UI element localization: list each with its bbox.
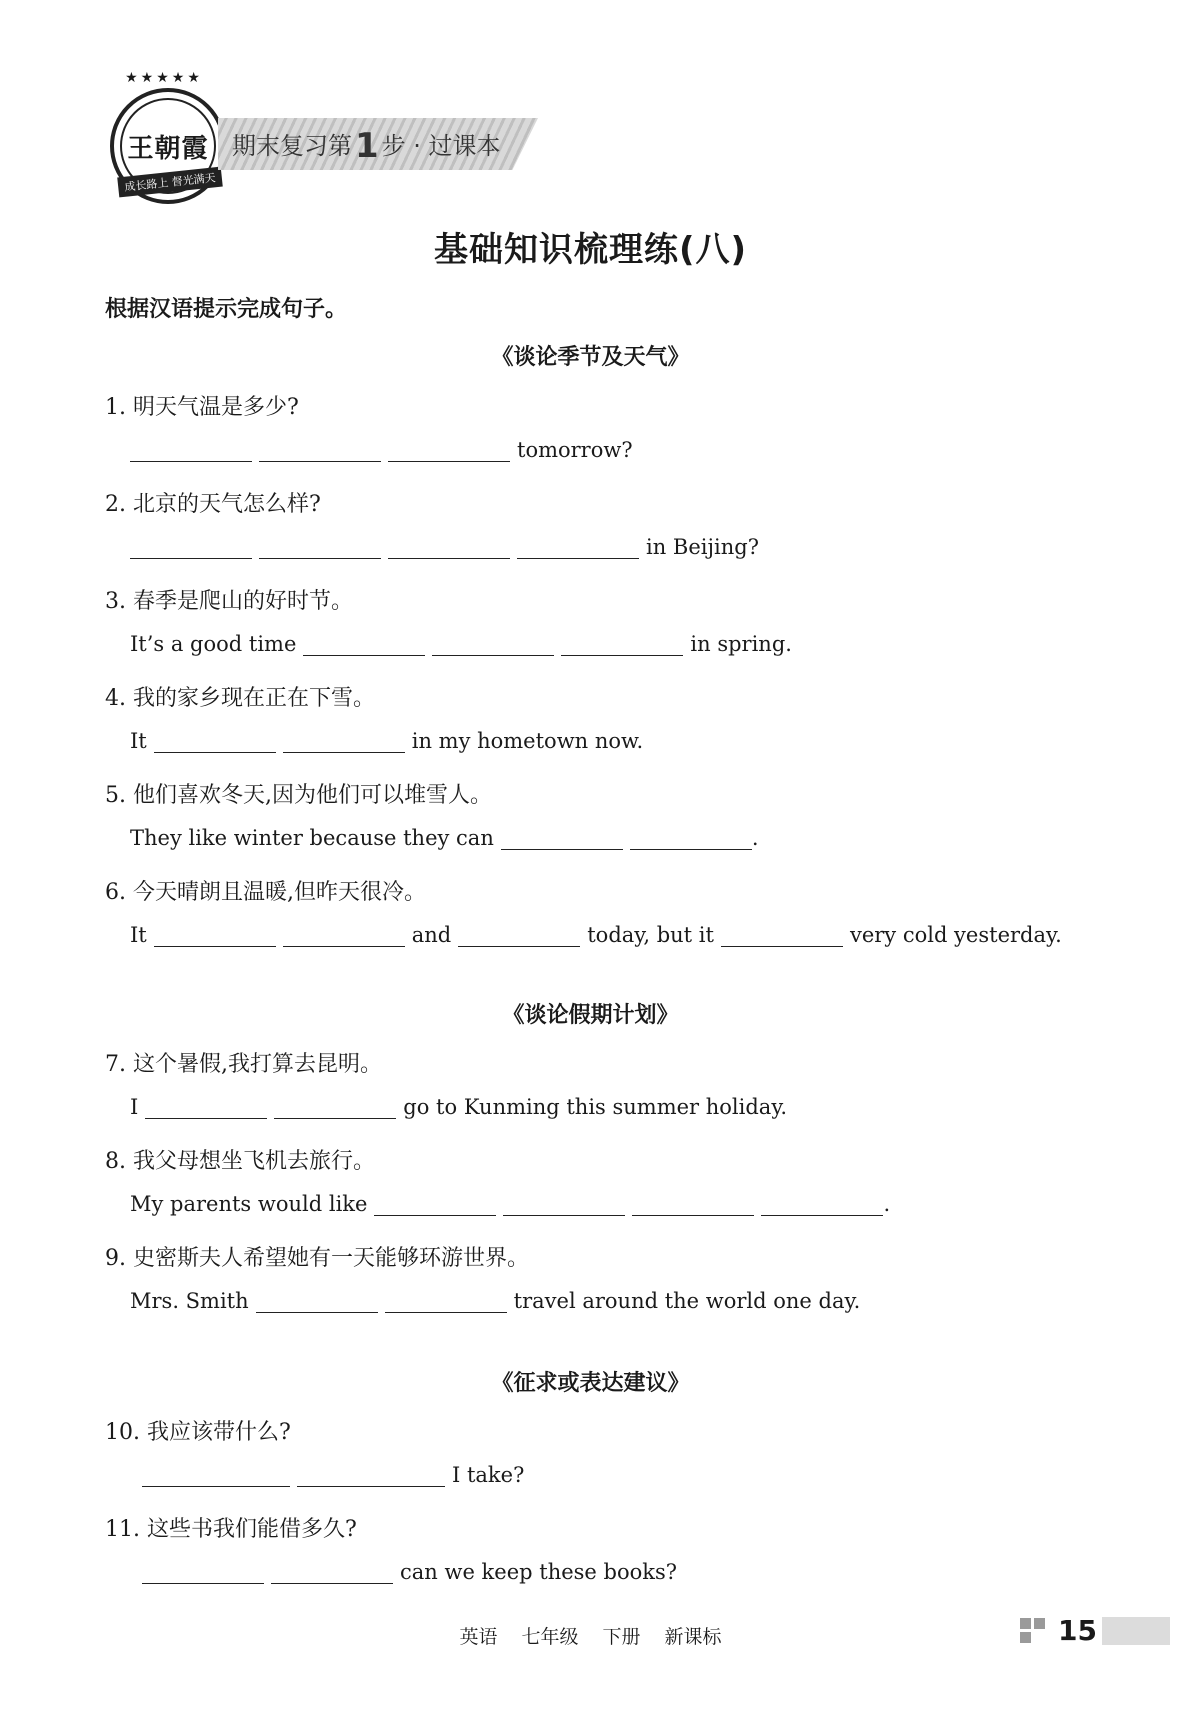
answer-text: can we keep these books? — [400, 1560, 678, 1584]
header — [100, 68, 560, 208]
blank[interactable] — [630, 827, 752, 850]
page-bar — [1102, 1617, 1170, 1645]
page-number-box — [1020, 1614, 1170, 1648]
blank[interactable] — [142, 1561, 264, 1584]
answer-text: and — [411, 923, 452, 947]
answer-line-1 — [130, 438, 640, 462]
question-10: 10. 我应该带什么? — [105, 1420, 291, 1445]
blank[interactable] — [297, 1464, 445, 1487]
blank[interactable] — [271, 1561, 393, 1584]
question-6: 6. 今天晴朗且温暖,但昨天很冷。 — [105, 880, 426, 905]
answer-text: tomorrow? — [517, 438, 633, 462]
answer-line-6 — [130, 923, 1069, 947]
blank[interactable] — [130, 536, 252, 559]
blank[interactable] — [517, 536, 639, 559]
section-heading-holiday: 《谈论假期计划》 — [502, 1003, 679, 1028]
answer-line-9 — [130, 1289, 867, 1313]
answer-text: My parents would like — [130, 1192, 368, 1216]
answer-line-3 — [130, 632, 799, 656]
blank[interactable] — [632, 1193, 754, 1216]
blank[interactable] — [388, 536, 510, 559]
banner-step-number: 1 — [355, 126, 379, 166]
footer-text: 英语 七年级 下册 新课标 — [459, 1626, 722, 1648]
section-heading-advice: 《征求或表达建议》 — [491, 1371, 690, 1396]
answer-line-11 — [142, 1560, 684, 1584]
answer-line-7 — [130, 1095, 794, 1119]
answer-text: go to Kunming this summer holiday. — [403, 1095, 788, 1119]
blank[interactable] — [561, 633, 683, 656]
banner-suffix: 步 · 过课本 — [381, 132, 501, 160]
question-5: 5. 他们喜欢冬天,因为他们可以堆雪人。 — [105, 783, 492, 808]
question-3: 3. 春季是爬山的好时节。 — [105, 589, 353, 614]
answer-text: in spring. — [690, 632, 792, 656]
answer-text: very cold yesterday. — [849, 923, 1062, 947]
blank[interactable] — [283, 924, 405, 947]
blank[interactable] — [432, 633, 554, 656]
answer-text: It — [130, 923, 147, 947]
answer-text: . — [751, 826, 759, 850]
blank[interactable] — [503, 1193, 625, 1216]
blank[interactable] — [256, 1290, 378, 1313]
star-icons: ★★★★★ — [125, 70, 203, 86]
blank[interactable] — [130, 439, 252, 462]
answer-text: Mrs. Smith — [130, 1289, 249, 1313]
blank[interactable] — [154, 730, 276, 753]
answer-text: I take? — [452, 1463, 525, 1487]
logo-brand-text: 王朝霞 — [127, 133, 209, 164]
question-4: 4. 我的家乡现在正在下雪。 — [105, 686, 375, 711]
blank[interactable] — [259, 439, 381, 462]
section-heading-weather: 《谈论季节及天气》 — [491, 345, 690, 370]
blank[interactable] — [154, 924, 276, 947]
answer-text: in my hometown now. — [411, 729, 644, 753]
blank[interactable] — [761, 1193, 883, 1216]
question-2: 2. 北京的天气怎么样? — [105, 492, 321, 517]
blank[interactable] — [274, 1096, 396, 1119]
banner-text — [232, 126, 501, 166]
question-7: 7. 这个暑假,我打算去昆明。 — [105, 1052, 382, 1077]
banner-prefix: 期末复习第 — [232, 132, 352, 160]
blank[interactable] — [259, 536, 381, 559]
question-9: 9. 史密斯夫人希望她有一天能够环游世界。 — [105, 1246, 529, 1271]
question-11: 11. 这些书我们能借多久? — [105, 1517, 357, 1542]
corner-square-icon — [1034, 1618, 1045, 1629]
blank[interactable] — [303, 633, 425, 656]
question-1: 1. 明天气温是多少? — [105, 395, 299, 420]
answer-line-5 — [130, 826, 766, 850]
page-title: 基础知识梳理练(八) — [433, 230, 748, 270]
corner-square-icon — [1020, 1618, 1031, 1629]
blank[interactable] — [388, 439, 510, 462]
blank[interactable] — [501, 827, 623, 850]
blank[interactable] — [458, 924, 580, 947]
blank[interactable] — [283, 730, 405, 753]
corner-square-icon — [1020, 1632, 1031, 1643]
logo-ribbon: 成长路上 督光满天 — [117, 167, 223, 198]
blank[interactable] — [374, 1193, 496, 1216]
page-number: 15 — [1058, 1614, 1097, 1647]
answer-text: travel around the world one day. — [513, 1289, 861, 1313]
answer-text: It — [130, 729, 147, 753]
question-8: 8. 我父母想坐飞机去旅行。 — [105, 1149, 375, 1174]
blank[interactable] — [385, 1290, 507, 1313]
answer-text: today, but it — [587, 923, 714, 947]
answer-text: in Beijing? — [646, 535, 759, 559]
answer-line-10 — [142, 1463, 531, 1487]
answer-text: They like winter because they can — [130, 826, 494, 850]
blank[interactable] — [142, 1464, 290, 1487]
blank[interactable] — [721, 924, 843, 947]
answer-text: . — [883, 1192, 891, 1216]
answer-line-2 — [130, 535, 766, 559]
answer-line-8 — [130, 1192, 897, 1216]
answer-text: I — [130, 1095, 139, 1119]
answer-text: It’s a good time — [130, 632, 297, 656]
answer-line-4 — [130, 729, 650, 753]
instruction: 根据汉语提示完成句子。 — [105, 297, 348, 322]
blank[interactable] — [145, 1096, 267, 1119]
